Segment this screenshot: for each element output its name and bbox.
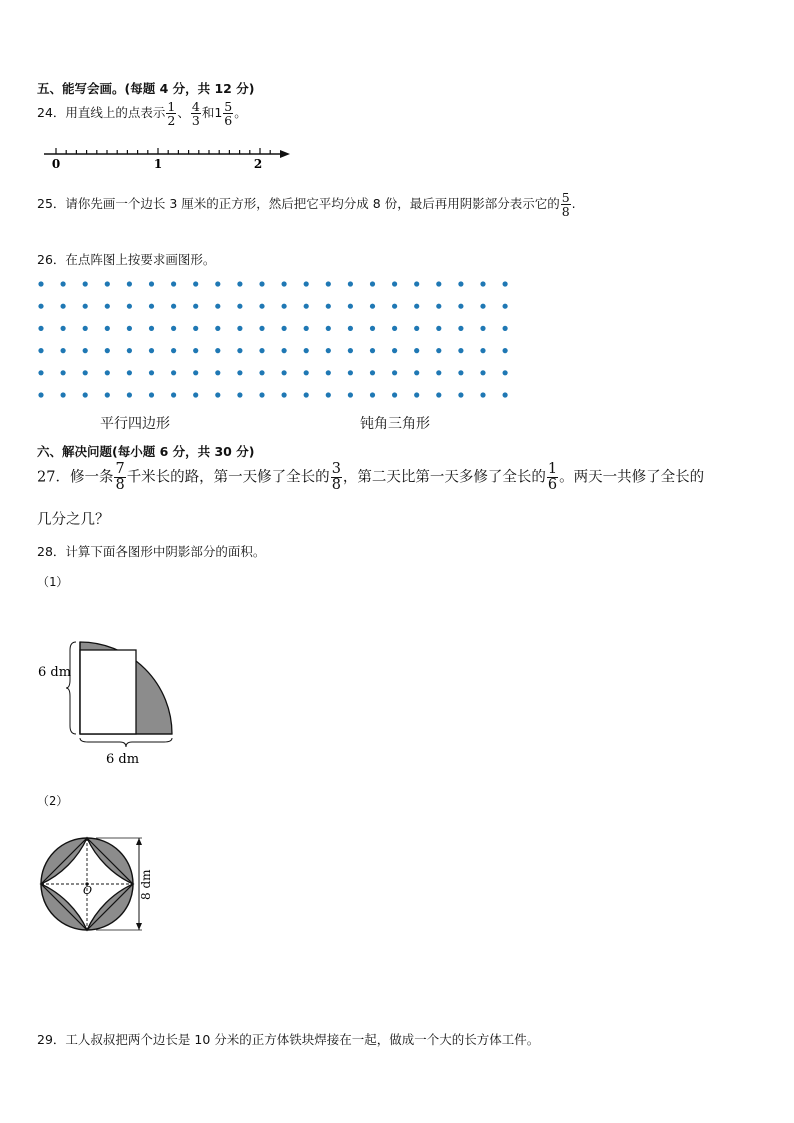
grid-dot bbox=[38, 370, 43, 375]
grid-dot bbox=[127, 281, 132, 286]
center-label: O bbox=[83, 884, 93, 897]
grid-dot bbox=[326, 392, 331, 397]
grid-dot bbox=[503, 392, 508, 397]
grid-dot bbox=[61, 348, 66, 353]
grid-dot bbox=[171, 281, 176, 286]
tick-label-2: 2 bbox=[253, 157, 263, 171]
grid-dot bbox=[436, 326, 441, 331]
grid-dot bbox=[83, 370, 88, 375]
grid-dot bbox=[282, 370, 287, 375]
grid-dot bbox=[237, 326, 242, 331]
grid-dot bbox=[38, 326, 43, 331]
grid-dot bbox=[503, 281, 508, 286]
grid-dot bbox=[38, 304, 43, 309]
label-parallelogram: 平行四边形 bbox=[100, 416, 170, 432]
grid-dot bbox=[215, 281, 220, 286]
grid-dot bbox=[215, 304, 220, 309]
grid-dot bbox=[370, 348, 375, 353]
grid-dot bbox=[149, 281, 154, 286]
grid-dot bbox=[480, 326, 485, 331]
grid-dot bbox=[105, 370, 110, 375]
question-26: 26．在点阵图上按要求画图形。 bbox=[37, 252, 216, 267]
grid-dot bbox=[414, 326, 419, 331]
bottom-brace-icon bbox=[80, 738, 172, 747]
grid-dot bbox=[259, 392, 264, 397]
arrow-head-icon bbox=[280, 150, 290, 158]
grid-dot bbox=[38, 281, 43, 286]
grid-dot bbox=[193, 281, 198, 286]
grid-dot bbox=[38, 392, 43, 397]
grid-dot bbox=[458, 392, 463, 397]
grid-dot bbox=[436, 370, 441, 375]
grid-dot bbox=[83, 304, 88, 309]
grid-dot bbox=[193, 326, 198, 331]
grid-dot bbox=[259, 348, 264, 353]
grid-dot bbox=[503, 326, 508, 331]
figure-2 bbox=[36, 822, 156, 942]
grid-dot bbox=[149, 304, 154, 309]
grid-dot bbox=[370, 304, 375, 309]
grid-dot bbox=[414, 281, 419, 286]
grid-dot bbox=[370, 281, 375, 286]
grid-dot bbox=[171, 370, 176, 375]
grid-dot bbox=[414, 348, 419, 353]
grid-dot bbox=[458, 281, 463, 286]
grid-dot bbox=[149, 370, 154, 375]
fraction-1-2: $\frac{1}{2}$ bbox=[167, 99, 176, 129]
grid-dot bbox=[259, 370, 264, 375]
grid-dot bbox=[259, 326, 264, 331]
grid-dot bbox=[304, 281, 309, 286]
grid-dot bbox=[193, 370, 198, 375]
grid-dot bbox=[149, 348, 154, 353]
grid-dot bbox=[326, 281, 331, 286]
grid-dot bbox=[38, 348, 43, 353]
grid-dot bbox=[237, 370, 242, 375]
grid-dot bbox=[61, 392, 66, 397]
section-5-title: 五、能写会画。(每题 4 分，共 12 分) bbox=[37, 81, 255, 96]
grid-dot bbox=[237, 348, 242, 353]
grid-dot bbox=[105, 326, 110, 331]
fraction-4-3: $\frac{4}{3}$ bbox=[191, 99, 200, 129]
grid-dot bbox=[326, 348, 331, 353]
number-line bbox=[40, 146, 295, 172]
grid-dot bbox=[392, 370, 397, 375]
grid-dot bbox=[458, 348, 463, 353]
grid-dot bbox=[237, 304, 242, 309]
q24-prefix: 24．用直线上的点表示 bbox=[37, 105, 166, 121]
grid-dot bbox=[458, 304, 463, 309]
grid-dot bbox=[480, 392, 485, 397]
grid-dot bbox=[503, 304, 508, 309]
grid-dot bbox=[149, 392, 154, 397]
grid-dot bbox=[61, 281, 66, 286]
question-29: 29．工人叔叔把两个边长是 10 分米的正方体铁块焊接在一起，做成一个大的长方体工件。 bbox=[37, 1032, 540, 1047]
grid-dot bbox=[304, 370, 309, 375]
fraction-5-8: $\frac{5}{8}$ bbox=[561, 190, 570, 220]
grid-dot bbox=[392, 392, 397, 397]
grid-dot bbox=[171, 348, 176, 353]
grid-dot bbox=[61, 326, 66, 331]
label-obtuse-triangle: 钝角三角形 bbox=[360, 416, 430, 432]
grid-dot bbox=[83, 348, 88, 353]
grid-dot bbox=[392, 326, 397, 331]
grid-dot bbox=[348, 370, 353, 375]
dim-arrow-up-icon bbox=[136, 838, 142, 845]
grid-dot bbox=[348, 326, 353, 331]
grid-dot bbox=[127, 348, 132, 353]
grid-dot bbox=[436, 348, 441, 353]
grid-dot bbox=[480, 281, 485, 286]
dot-grid bbox=[30, 275, 530, 405]
grid-dot bbox=[304, 326, 309, 331]
left-brace-icon bbox=[66, 642, 76, 734]
grid-dot bbox=[326, 370, 331, 375]
grid-dot bbox=[370, 392, 375, 397]
grid-dot bbox=[259, 281, 264, 286]
fig2-side-label: 8 dm bbox=[139, 869, 153, 900]
grid-dot bbox=[237, 392, 242, 397]
grid-dot bbox=[392, 304, 397, 309]
tick-label-0: 0 bbox=[51, 157, 61, 171]
grid-dot bbox=[83, 392, 88, 397]
grid-dot bbox=[259, 304, 264, 309]
grid-dot bbox=[105, 392, 110, 397]
grid-dot bbox=[127, 370, 132, 375]
tick-label-1: 1 bbox=[153, 157, 163, 171]
grid-dot bbox=[414, 370, 419, 375]
question-27-line-2: 几分之几？ bbox=[37, 512, 110, 528]
grid-dot bbox=[193, 304, 198, 309]
grid-dot bbox=[83, 281, 88, 286]
grid-dot bbox=[348, 348, 353, 353]
grid-dot bbox=[414, 304, 419, 309]
fig1-bottom-label: 6 dm bbox=[106, 752, 140, 767]
dim-arrow-down-icon bbox=[136, 923, 142, 930]
q28-part-1-label: （1） bbox=[37, 575, 69, 589]
grid-dot bbox=[149, 326, 154, 331]
grid-dot bbox=[348, 304, 353, 309]
grid-dot bbox=[503, 348, 508, 353]
grid-dot bbox=[436, 304, 441, 309]
grid-dot bbox=[193, 392, 198, 397]
grid-dot bbox=[392, 348, 397, 353]
grid-dot bbox=[348, 281, 353, 286]
grid-dot bbox=[326, 326, 331, 331]
fraction-1-6: $\frac{1}{6}$ bbox=[547, 461, 558, 494]
grid-dot bbox=[414, 392, 419, 397]
grid-dot bbox=[127, 392, 132, 397]
grid-dot bbox=[503, 370, 508, 375]
grid-dot bbox=[105, 304, 110, 309]
question-25: 25．请你先画一个边长 3 厘米的正方形，然后把它平均分成 8 份，最后再用阴影部分表示它的 $\frac{5}{8}$ . bbox=[37, 190, 576, 220]
grid-dot bbox=[282, 281, 287, 286]
grid-dot bbox=[348, 392, 353, 397]
grid-dot bbox=[480, 304, 485, 309]
q28-part-2-label: （2） bbox=[37, 794, 69, 808]
grid-dot bbox=[436, 281, 441, 286]
grid-dot bbox=[436, 392, 441, 397]
grid-dot bbox=[237, 281, 242, 286]
grid-dot bbox=[282, 392, 287, 397]
grid-dot bbox=[370, 370, 375, 375]
grid-dot bbox=[282, 304, 287, 309]
grid-dot bbox=[458, 370, 463, 375]
grid-dot bbox=[304, 392, 309, 397]
grid-dot bbox=[171, 392, 176, 397]
grid-dot bbox=[171, 304, 176, 309]
grid-dot bbox=[127, 304, 132, 309]
fraction-3-8: $\frac{3}{8}$ bbox=[331, 461, 341, 494]
grid-dot bbox=[370, 326, 375, 331]
grid-dot bbox=[61, 370, 66, 375]
grid-dot bbox=[61, 304, 66, 309]
grid-dot bbox=[282, 348, 287, 353]
fraction-7-8: $\frac{7}{8}$ bbox=[115, 461, 125, 494]
grid-dot bbox=[304, 304, 309, 309]
grid-dot bbox=[215, 348, 220, 353]
question-27: 27．修一条 $\frac{7}{8}$ 千米长的路，第一天修了全长的 $\frac{3}{8}$ ，第二天比第一天多修了全长的 $\frac{1}{6}$ 。两天一共修了全长的 bbox=[37, 461, 705, 494]
grid-dot bbox=[215, 370, 220, 375]
question-28: 28．计算下面各图形中阴影部分的面积。 bbox=[37, 544, 266, 559]
grid-dot bbox=[105, 281, 110, 286]
grid-dot bbox=[215, 392, 220, 397]
grid-dot bbox=[105, 348, 110, 353]
question-24: 24．用直线上的点表示 $\frac{1}{2}$ 、 $\frac{4}{3}$ 和1 $\frac{5}{6}$ 。 bbox=[37, 99, 247, 129]
grid-dot bbox=[480, 348, 485, 353]
grid-dot bbox=[171, 326, 176, 331]
figure-1 bbox=[36, 610, 176, 770]
section-6-title: 六、解决问题(每小题 6 分，共 30 分) bbox=[37, 444, 255, 459]
grid-dot bbox=[282, 326, 287, 331]
grid-dot bbox=[458, 326, 463, 331]
grid-dot bbox=[215, 326, 220, 331]
grid-dot bbox=[83, 326, 88, 331]
fig1-side-label: 6 dm bbox=[38, 665, 72, 680]
grid-dot bbox=[193, 348, 198, 353]
grid-dot bbox=[304, 348, 309, 353]
inner-rectangle bbox=[80, 650, 136, 734]
grid-dot bbox=[392, 281, 397, 286]
grid-dot bbox=[127, 326, 132, 331]
fraction-5-6: $\frac{5}{6}$ bbox=[224, 99, 233, 129]
grid-dot bbox=[480, 370, 485, 375]
grid-dot bbox=[326, 304, 331, 309]
